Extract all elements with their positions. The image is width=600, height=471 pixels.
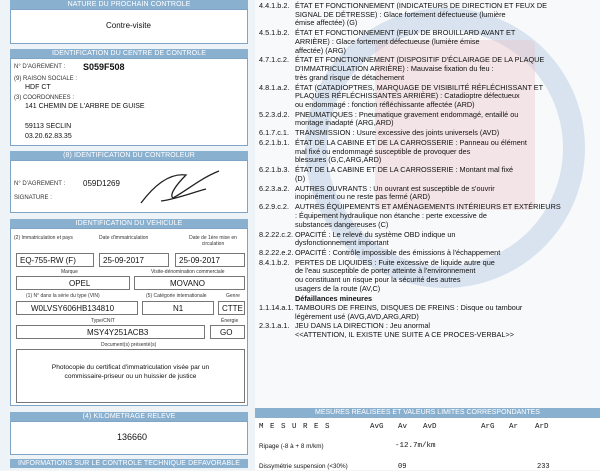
defect-text: OPACITÉ : Contrôle impossible des émissions à l'échappement <box>295 248 501 257</box>
phone-line: 03.20.62.83.35 <box>25 133 72 140</box>
defect-row <box>259 84 597 110</box>
defect-code: 6.2.1.b.1. <box>259 138 290 148</box>
centre-box <box>10 58 248 146</box>
immat-field: EQ-755-RW (F) <box>16 253 94 267</box>
suspension-value-1: 09 <box>398 463 407 471</box>
defect-text: usagers de la route (AV,C) <box>295 283 381 293</box>
coord-label: (3) COORDONNEES : <box>14 95 75 101</box>
caption-date-first: Date de 1ère mise en circulation <box>189 235 237 247</box>
caption-date-immat: Date d'immatriculation <box>99 235 149 241</box>
defect-row <box>259 111 597 128</box>
measures-table <box>255 418 600 470</box>
marque-field: OPEL <box>16 276 130 290</box>
defect-row <box>259 56 597 82</box>
col-ar: Ar <box>509 423 519 431</box>
raison-value: HDF CT <box>25 84 51 91</box>
defect-text: : Équipement hydraulique non étanche : perte excessive de <box>295 210 487 220</box>
defect-row <box>259 259 597 294</box>
city-line: 59113 SECLIN <box>25 123 72 130</box>
defect-text: ÉTAT DE LA CABINE ET DE LA CARROSSERIE : Panneau ou élément <box>295 138 527 148</box>
defect-text: ÉTAT (CATADIOPTRES, MARQUAGE DE VISIBILITÉ RÉFLÉCHISSANT ET <box>295 82 544 92</box>
defect-text: AUTRES OUVRANTS : Un ouvrant est susceptible de s'ouvrir <box>295 183 495 193</box>
km-box <box>10 421 248 455</box>
centre-header: IDENTIFICATION DU CENTRE DE CONTROLE <box>10 49 248 58</box>
genre-field: CTTE <box>218 301 245 315</box>
defect-text: PNEUMATIQUES : Pneumatique gravement endommagé, entaillé ou <box>295 109 519 119</box>
suspension-label: Dissymétrie suspension (<30%) <box>259 463 348 470</box>
defect-code: 1.1.14.a.1. <box>259 302 294 312</box>
suspension-value-2: 233 <box>537 463 550 471</box>
defect-text: substances dangereuses (C) <box>295 219 389 229</box>
controller-box <box>10 160 248 213</box>
next-visit-box <box>10 9 248 44</box>
defect-text: ÉTAT ET FONCTIONNEMENT (DISPOSITIF D'ÉCLAIRAGE DE LA PLAQUE <box>295 55 545 65</box>
defect-text: ÉTAT ET FONCTIONNEMENT (INDICATEURS DE DIRECTION ET FEUX DE <box>295 1 548 10</box>
defect-code: 6.2.3.a.2. <box>259 183 290 193</box>
caption-visite: Visite-dénomination commerciale <box>151 269 225 275</box>
defect-row <box>259 2 597 28</box>
measures-header: MESURES REALISEES ET VALEURS LIMITES CORRESPONDANTES <box>255 408 600 418</box>
col-avg: AvG <box>370 423 384 431</box>
info-header: INFORMATIONS SUR LE CONTROLE TECHNIQUE DEFAVORABLE <box>10 459 248 468</box>
date-first-field: 25-09-2017 <box>175 253 245 267</box>
defect-code: 4.4.1.b.2. <box>259 1 290 10</box>
km-value: 136660 <box>117 432 148 442</box>
defect-code: 2.3.1.a.1. <box>259 321 290 331</box>
defect-code: 4.8.1.a.2. <box>259 82 290 92</box>
defect-row <box>259 185 597 202</box>
vin-field: W0LVSY606HB134810 <box>16 301 138 315</box>
raison-label: (9) RAISON SOCIALE : <box>14 76 78 82</box>
defect-text: mal fixé ou endommagé susceptible de provoquer des <box>295 146 471 156</box>
next-visit-header: NATURE DU PROCHAIN CONTROLE <box>10 0 248 9</box>
defect-code: 6.2.9.c.2. <box>259 202 290 212</box>
defect-text: ÉTAT ET FONCTIONNEMENT (FEUX DE BROUILLARD AVANT ET <box>295 28 516 38</box>
defect-code: 4.7.1.c.2. <box>259 55 290 65</box>
denomination-field: MOVANO <box>134 276 245 290</box>
defects-column <box>255 0 600 470</box>
signature-image <box>131 163 231 211</box>
defect-code: 5.2.3.d.2. <box>259 109 290 119</box>
next-visit-value: Contre-visite <box>106 21 151 30</box>
defect-row <box>259 249 597 258</box>
defect-text: OPACITÉ : Le relevé du système OBD indique un <box>295 229 456 239</box>
defect-text: AUTRES ÉQUIPEMENTS ET AMÉNAGEMENTS INTÉRIEURS ET EXTÉRIEURS <box>295 202 561 212</box>
defect-text: <<ATTENTION, IL EXISTE UNE SUITE A CE PROCES-VERBAL>> <box>295 330 514 340</box>
defect-text: blessures (G,C,ARG,ARD) <box>295 155 382 165</box>
caption-immat: (2) Immatriculation et pays <box>14 235 73 241</box>
caption-type: Type/CNIT <box>91 318 115 324</box>
defect-code: 6.2.1.b.3. <box>259 165 290 175</box>
defect-text: PERTES DE LIQUIDES : Fuite excessive de liquide autre que <box>295 257 495 267</box>
minor-title: Défaillances mineures <box>295 293 373 303</box>
defect-text: affectée) (ARG) <box>295 45 346 55</box>
defect-row <box>259 203 597 229</box>
defect-row <box>259 129 597 138</box>
col-avd: AvD <box>423 423 437 431</box>
controller-header: (8) IDENTIFICATION DU CONTROLEUR <box>10 151 248 160</box>
defect-text: dysfonctionnement important <box>295 238 389 248</box>
defect-text: TAMBOURS DE FREINS, DISQUES DE FREINS : Disque ou tambour <box>295 302 523 312</box>
defect-row <box>259 139 597 165</box>
doc-line-2: commissaire-priseur ou un huissier de justice <box>64 373 197 380</box>
col-arg: ArG <box>481 423 495 431</box>
energie-field: GO <box>210 325 245 339</box>
km-header: (4) KILOMETRAGE RELEVE <box>10 412 248 421</box>
defect-text: (D) <box>295 173 306 183</box>
categorie-field: N1 <box>142 301 214 315</box>
defect-text: PLAQUES RÉFLÉCHISSANTES ARRIÈRE) : Catadioptre défectueux <box>295 91 520 101</box>
type-field: MSY4Y251ACB3 <box>16 325 205 339</box>
caption-vin: (1) N° dans la série du type (VIN) <box>26 293 100 299</box>
caption-cat: (5) Catégorie internationale <box>146 293 207 299</box>
defect-text: très grand risque de détachement <box>295 72 405 82</box>
defect-text: légèrement usé (AVG,AVD,ARG,ARD) <box>295 311 419 321</box>
defect-text: ou endommagé : fonction réfléchissante affectée (ARD) <box>295 99 475 109</box>
caption-doc: Document(s) présenté(s) <box>101 342 157 348</box>
caption-genre: Genre <box>226 293 240 299</box>
caption-energie: Énergie <box>221 318 239 324</box>
doc-line-1: Photocopie du certificat d'immatriculation visée par un <box>51 364 210 371</box>
defect-code: 4.5.1.b.2. <box>259 28 290 38</box>
defect-code: 8.2.22.c.2. <box>259 229 294 239</box>
ctrl-agreement-label: N° D'AGREMENT : <box>14 181 66 187</box>
defect-text: TRANSMISSION : Usure excessive des joints universels (AVD) <box>295 128 500 138</box>
agreement-value: S059F508 <box>83 62 125 72</box>
ripage-label: Ripage (-8 à + 8 m/km) <box>259 443 324 450</box>
defect-row <box>259 231 597 248</box>
left-column <box>0 0 255 470</box>
documents-box <box>16 349 245 403</box>
defect-code: 8.2.22.e.2. <box>259 248 294 257</box>
defect-row <box>259 322 597 339</box>
ripage-value: -12.7m/km <box>395 442 436 450</box>
address-line: 141 CHEMIN DE L'ARBRE DE GUISE <box>25 103 145 110</box>
defect-text: montage inadapté (ARG,ARD) <box>295 118 394 128</box>
caption-marque: Marque <box>61 269 78 275</box>
agreement-label: N° D'AGREMENT : <box>14 64 66 70</box>
vehicle-box <box>10 228 248 406</box>
ctrl-agreement-value: 059D1269 <box>83 179 120 188</box>
vehicle-header: IDENTIFICATION DU VEHICULE <box>10 219 248 228</box>
defect-row <box>259 304 597 321</box>
col-ard: ArD <box>535 423 549 431</box>
defect-text: SIGNAL DE DÉTRESSE) : Glace fortement défectueuse (lumière <box>295 9 506 19</box>
defect-text: ou constituant un risque pour la sécurité des autres <box>295 275 461 285</box>
defect-row <box>259 29 597 55</box>
defect-text: de l'eau susceptible de porter atteinte à l'environnement <box>295 266 476 276</box>
defect-code: 6.1.7.c.1. <box>259 128 290 138</box>
defect-text: ARRIÈRE) : Glace fortement défectueuse (lumière émise <box>295 36 480 46</box>
measures-title: M E S U R E S <box>259 423 331 431</box>
signature-label: SIGNATURE : <box>14 195 52 201</box>
defect-text: émise affectée) (G) <box>295 18 358 28</box>
defect-text: D'IMMATRICULATION ARRIÈRE) : Mauvaise fixation du feu : <box>295 64 494 74</box>
defect-text: inopinément ou ne reste pas fermé (ARD) <box>295 192 431 202</box>
date-immat-field: 25-09-2017 <box>99 253 169 267</box>
defect-row <box>259 166 597 183</box>
defect-text: ÉTAT DE LA CABINE ET DE LA CARROSSERIE : Montant mal fixé <box>295 165 514 175</box>
defect-code: 8.4.1.b.2. <box>259 257 290 267</box>
col-av: Av <box>398 423 408 431</box>
defect-text: JEU DANS LA DIRECTION : Jeu anormal <box>295 321 431 331</box>
